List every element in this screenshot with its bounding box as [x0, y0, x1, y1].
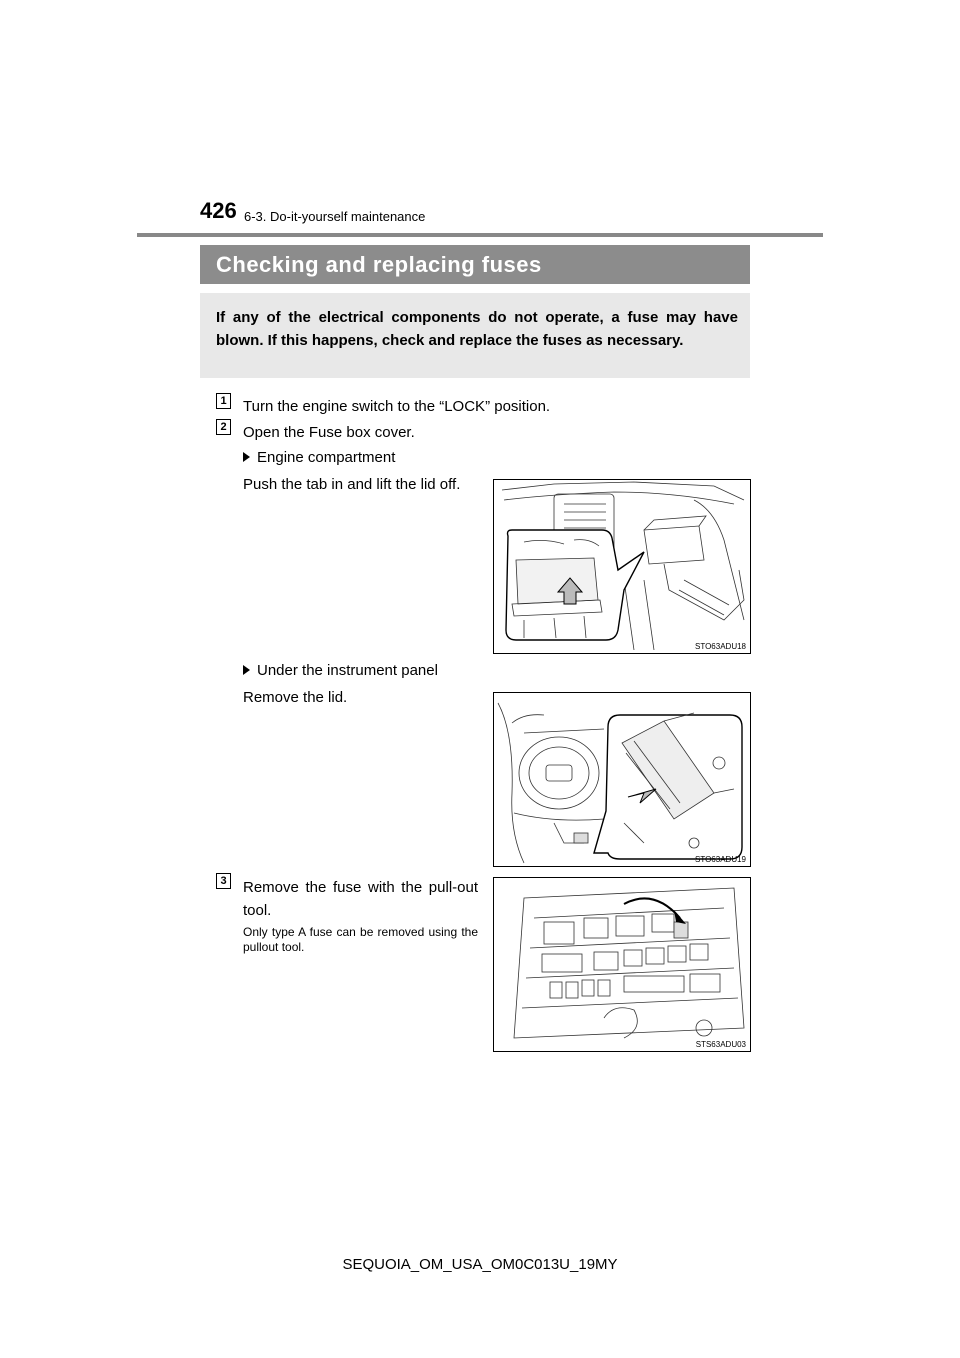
step-3-note: Only type A fuse can be removed using the pullout tool. — [243, 925, 478, 954]
fuse-box-pullout-illustration — [494, 878, 750, 1051]
step-number-2: 2 — [216, 419, 231, 435]
document-footer: SEQUOIA_OM_USA_OM0C013U_19MY — [342, 1256, 618, 1273]
fuse-removal-figure — [493, 877, 751, 1052]
engine-compartment-illustration — [494, 480, 750, 653]
location-engine-heading — [243, 449, 395, 466]
right-triangle-arrow-icon — [243, 452, 250, 462]
figure-code: STO63ADU19 — [695, 855, 746, 864]
step-number-1: 1 — [216, 393, 231, 409]
page-number: 426 — [200, 198, 237, 223]
location-panel-heading — [243, 662, 438, 679]
page-title: Checking and replacing fuses — [216, 252, 542, 277]
header-rule — [137, 233, 823, 237]
right-triangle-arrow-icon — [243, 665, 250, 675]
step-3-text: Remove the fuse with the pull-out tool. — [243, 879, 478, 919]
figure-code: STO63ADU18 — [695, 642, 746, 651]
location-panel-instruction: Remove the lid. — [243, 689, 348, 706]
step-1-text: Turn the engine switch to the “LOCK” position. — [243, 398, 551, 415]
instrument-panel-figure — [493, 692, 751, 867]
engine-fuse-box-figure — [493, 479, 751, 654]
section-name: 6-3. Do-it-yourself maintenance — [244, 209, 426, 224]
instrument-panel-illustration — [494, 693, 750, 866]
location-panel-label: Under the instrument panel — [257, 662, 438, 679]
intro-text: If any of the electrical components do not operate, a fuse may have blown. If this happens, check and replace the fuses as necessary. — [216, 309, 738, 349]
step-2-text: Open the Fuse box cover. — [243, 424, 415, 441]
location-engine-label: Engine compartment — [257, 449, 396, 466]
location-engine-instruction: Push the tab in and lift the lid off. — [243, 476, 461, 493]
intro-box — [200, 293, 750, 378]
figure-code: STS63ADU03 — [695, 1040, 746, 1049]
title-bar — [200, 245, 750, 284]
step-number-3: 3 — [216, 873, 231, 889]
